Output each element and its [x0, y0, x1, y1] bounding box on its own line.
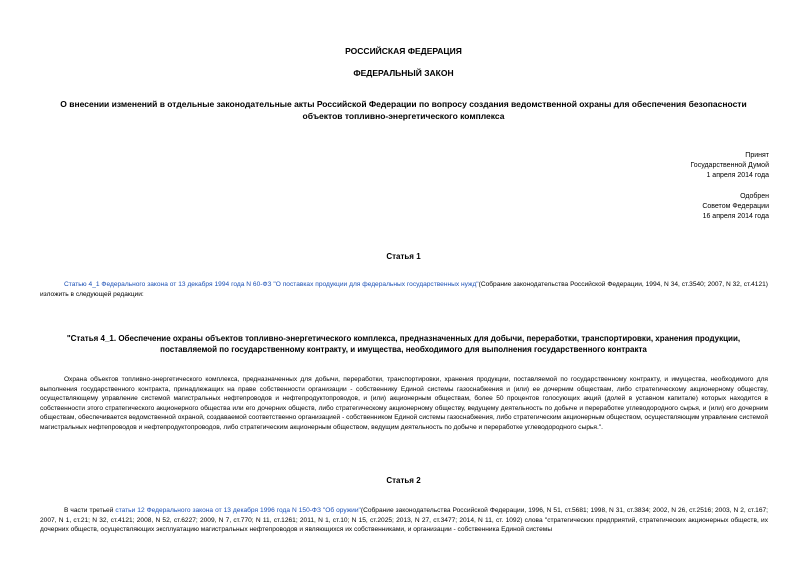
country-heading: РОССИЙСКАЯ ФЕДЕРАЦИЯ: [345, 46, 462, 56]
accepted-block: [690, 151, 769, 181]
article-1-heading: Статья 1: [386, 252, 421, 261]
approved-date: 16 апреля 2014 года: [702, 213, 769, 220]
law-type-heading: ФЕДЕРАЛЬНЫЙ ЗАКОН: [353, 68, 454, 78]
approved-by: Советом Федерации: [702, 203, 769, 210]
article-2-intro: В части третьей: [64, 507, 116, 514]
article-2-paragraph: [40, 506, 768, 535]
quoted-article-body: Охрана объектов топливно-энергетического комплекса, предназначенных для добычи, переработки, транспортировки, хранения продукции, поставляемой по государственному контракту, и имущества, необходимого для выполнения государственного контракта, принадлежащих на праве собственности организации - собственнику Единой системы газоснабжения и (или) ее дочерним обществам, либо стратегическому акционерному обществу, осуществляющему управление системой магистральных нефтепроводов и нефтепродуктопроводов, и (или) акционерным обществам, более 50 процентов голосующих акций (долей в уставном капитале) которых находится в собственности этого стратегического акционерного общества или его дочерних обществ, либо стратегическому акционерному обществу, ведущему деятельность по добыче и переработке углеводородного сырья, и (или) его дочерним обществам, обеспечивается ведомственной охраной, создаваемой соответственно организацией - собственником Единой системы газоснабжения, либо стратегическим акционерным обществом, осуществляющим управление системой магистральных нефтепроводов и нефтепродуктопроводов, либо стратегическим акционерным обществом, ведущим деятельность по добыче и переработке углеводородного сырья.".: [40, 376, 768, 431]
approved-block: [702, 192, 769, 222]
law-60-fz-link[interactable]: Статью 4_1 Федерального закона от 13 декабря 1994 года N 60-ФЗ "О поставках продукции для федеральных государственных нужд": [64, 281, 479, 288]
law-title: О внесении изменений в отдельные законодательные акты Российской Федерации по вопросу создания ведомственной охраны для обеспечения безопасности объектов топливно-энергетического комплекса: [60, 99, 747, 121]
accepted-by: Государственной Думой: [690, 162, 769, 169]
article-1-text: (Собрание законодательства Российской Федерации, 1994, N 34, ст.3540; 2007, N 32, ст.4121) изложить в следующей редакции:: [40, 281, 768, 298]
article-1-paragraph: [40, 280, 768, 299]
accepted-date: 1 апреля 2014 года: [706, 172, 769, 179]
article-2-heading: Статья 2: [386, 476, 421, 485]
approved-label: Одобрен: [740, 193, 769, 200]
article-2-text: (Собрание законодательства Российской Федерации, 1996, N 51, ст.5681; 1998, N 31, ст.3834; 2002, N 26, ст.2516; 2003, N 2, ст.167; 2007, N 1, ст.21; N 32, ст.4121; 2008, N 52, ст.6227; 2009, N 7, ст.770; N 11, ст.1261; 2011, N 1, ст.10; N 15, ст.2025; 2013, N 27, ст.3477; 2014, N 11, ст. 1092) слова "стратегических предприятий, стратегических акционерных обществ, их дочерних обществ, осуществляющих эксплуатацию магистральных нефтепроводов и являющихся их собственниками, и организации - собственника Единой системы: [40, 507, 768, 534]
accepted-label: Принят: [745, 152, 769, 159]
quoted-article-heading: "Статья 4_1. Обеспечение охраны объектов топливно-энергетического комплекса, предназначенных для добычи, переработки, транспортировки, хранения продукции, поставляемой по государственному контракту, и имущества, необходимого для выполнения государственного контракта: [66, 334, 741, 354]
law-150-fz-link[interactable]: статьи 12 Федерального закона от 13 декабря 1996 года N 150-ФЗ "Об оружии": [115, 507, 361, 514]
